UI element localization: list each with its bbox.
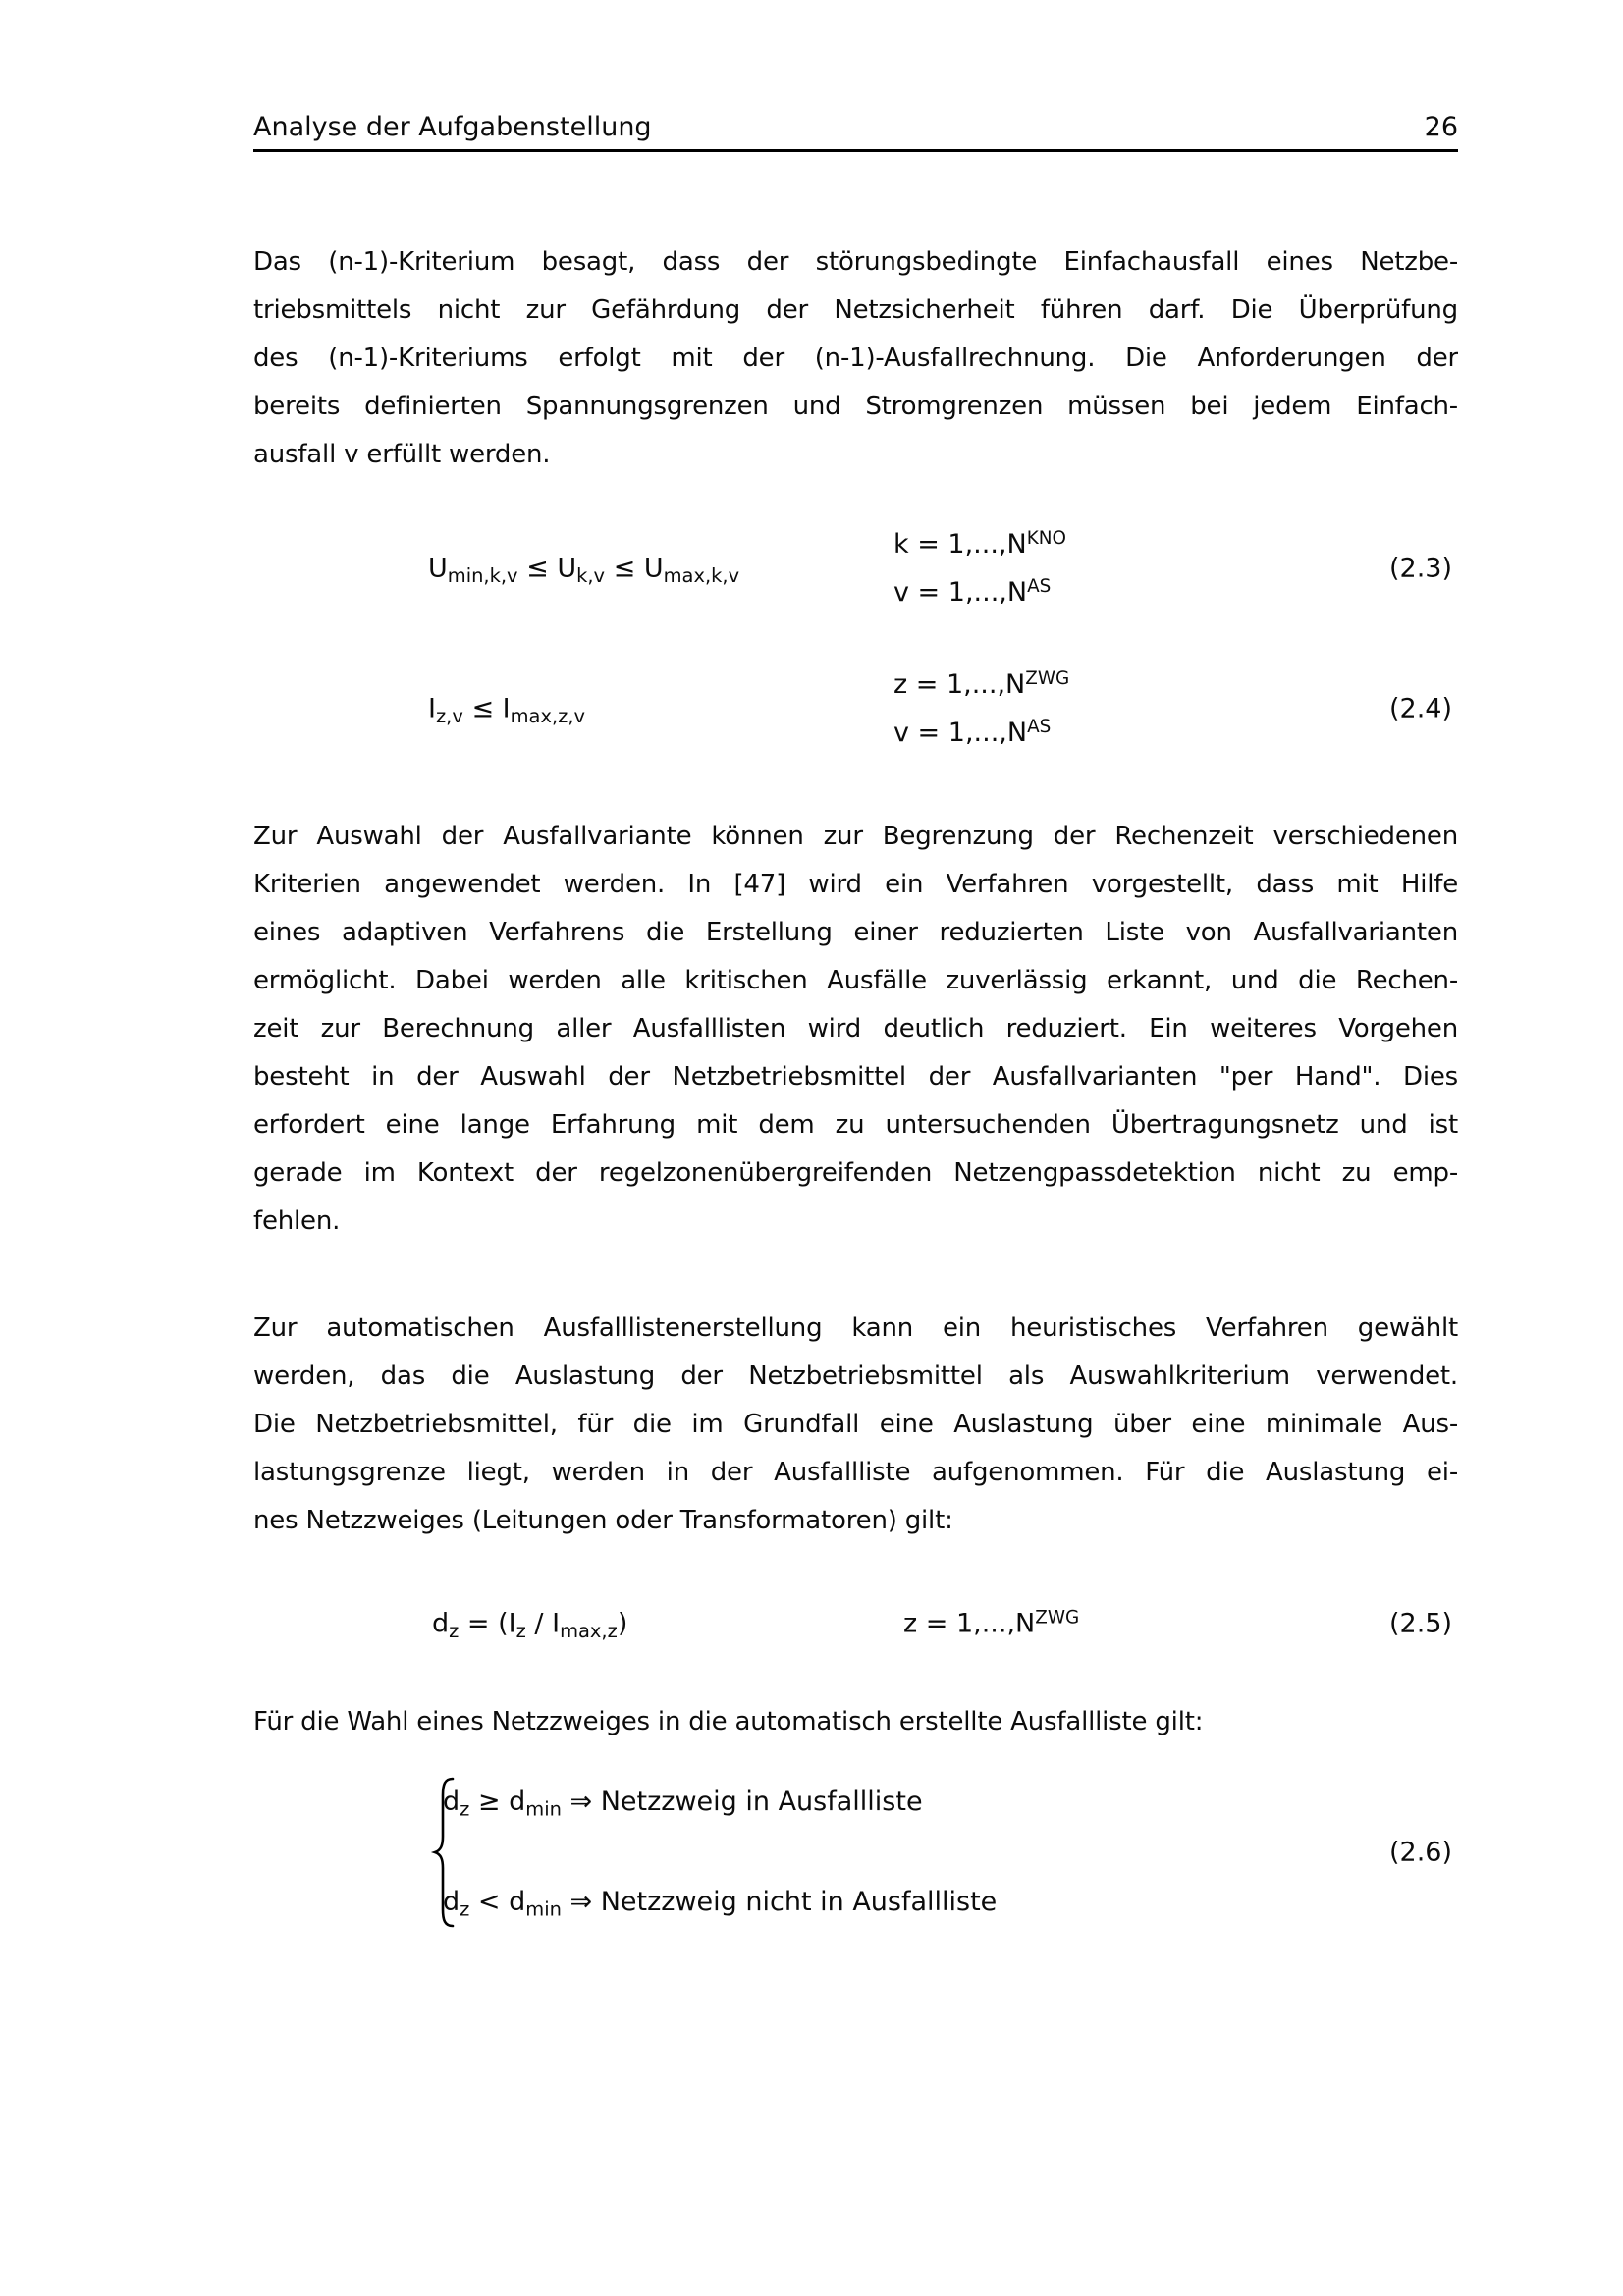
equation-2-4-expression: $I_{z,v} \le I_{max,z,v}$: [428, 693, 586, 727]
paragraph-heuristisches-verfahren: Zur automatischen Ausfalllistenerstellung kann ein heuristisches Verfahren gewählt werden, das die Auslastung der Netzbetriebsmittel als Auswahlkriterium verwendet. Die Netzbetriebsmittel, für die im Grundfall eine Auslastung über eine minimale Aus- lastungsgrenze liegt, werden in der Ausfallliste aufgenommen. Für die Auslastung ei- nes Netzzweiges (Leitungen oder Transformatoren) gilt:: [253, 1313, 1458, 1535]
equation-2-3-label: (2.3): [1388, 553, 1452, 584]
paragraph-wahl-netzzweig: Für die Wahl eines Netzzweiges in die automatisch erstellte Ausfallliste gilt:: [253, 1707, 1204, 1736]
equation-2-5-conditions: $z = 1,...,N^{ZWG}$: [903, 1607, 1080, 1639]
equation-2-4: [253, 661, 1458, 757]
equation-2-3-conditions: $k = 1,...,N^{KNO}$ $v = 1,...,N^{AS}$: [893, 527, 1066, 608]
equation-2-5-expression: $d_z = (I_z / I_{max,z})$: [432, 1608, 628, 1642]
paragraph-n1-kriterium: Das (n-1)-Kriterium besagt, dass der störungsbedingte Einfachausfall eines Netzbe- triebsmittels nicht zur Gefährdung der Netzsicherheit führen darf. Die Überprüfung des (n-1)-Kriteriums erfolgt mit der (n-1)-Ausfallrechnung. Die Anforderungen der bereits definierten Spannungsgrenzen und Stromgrenzen müssen bei jedem Einfach- ausfall v erfüllt werden.: [253, 247, 1458, 469]
page-number: 26: [1424, 112, 1458, 142]
running-header: [253, 0, 1458, 152]
equation-2-5-label: (2.5): [1388, 1608, 1452, 1639]
equation-2-6-label: (2.6): [1388, 1837, 1452, 1868]
paragraph-ausfallvariante: Zur Auswahl der Ausfallvariante können zur Begrenzung der Rechenzeit verschiedenen Kriterien angewendet werden. In [47] wird ein Verfahren vorgestellt, dass mit Hilfe eines adaptiven Verfahrens die Erstellung einer reduzierten Liste von Ausfallvarianten ermöglicht. Dabei werden alle kritischen Ausfälle zuverlässig erkannt, und die Rechen- zeit zur Berechnung aller Ausfalllisten wird deutlich reduziert. Ein weiteres Vorgehen besteht in der Auswahl der Netzbetriebsmittel der Ausfallvarianten "per Hand". Dies erfordert eine lange Erfahrung mit dem zu untersuchenden Übertragungsnetz und ist gerade im Kontext der regelzonenübergreifenden Netzengpassdetektion nicht zu emp- fehlen.: [253, 822, 1458, 1236]
equation-2-4-conditions: $z = 1,...,N^{ZWG}$ $v = 1,...,N^{AS}$: [893, 667, 1070, 748]
equation-2-3-expression: $U_{min,k,v} \le U_{k,v} \le U_{max,k,v}$: [428, 553, 740, 587]
equation-2-4-label: (2.4): [1388, 693, 1452, 724]
equation-2-3: [253, 520, 1458, 616]
equation-2-6: [253, 1776, 1458, 1929]
equation-2-5: [253, 1594, 1458, 1653]
equation-2-6-cases: $d_z \ge d_{min}$ ⇒ Netzzweig in Ausfallliste $d_z < d_{min}$ ⇒ Netzzweig nicht in Ausfallliste: [443, 1787, 998, 1921]
header-title: Analyse der Aufgabenstellung: [253, 112, 652, 142]
